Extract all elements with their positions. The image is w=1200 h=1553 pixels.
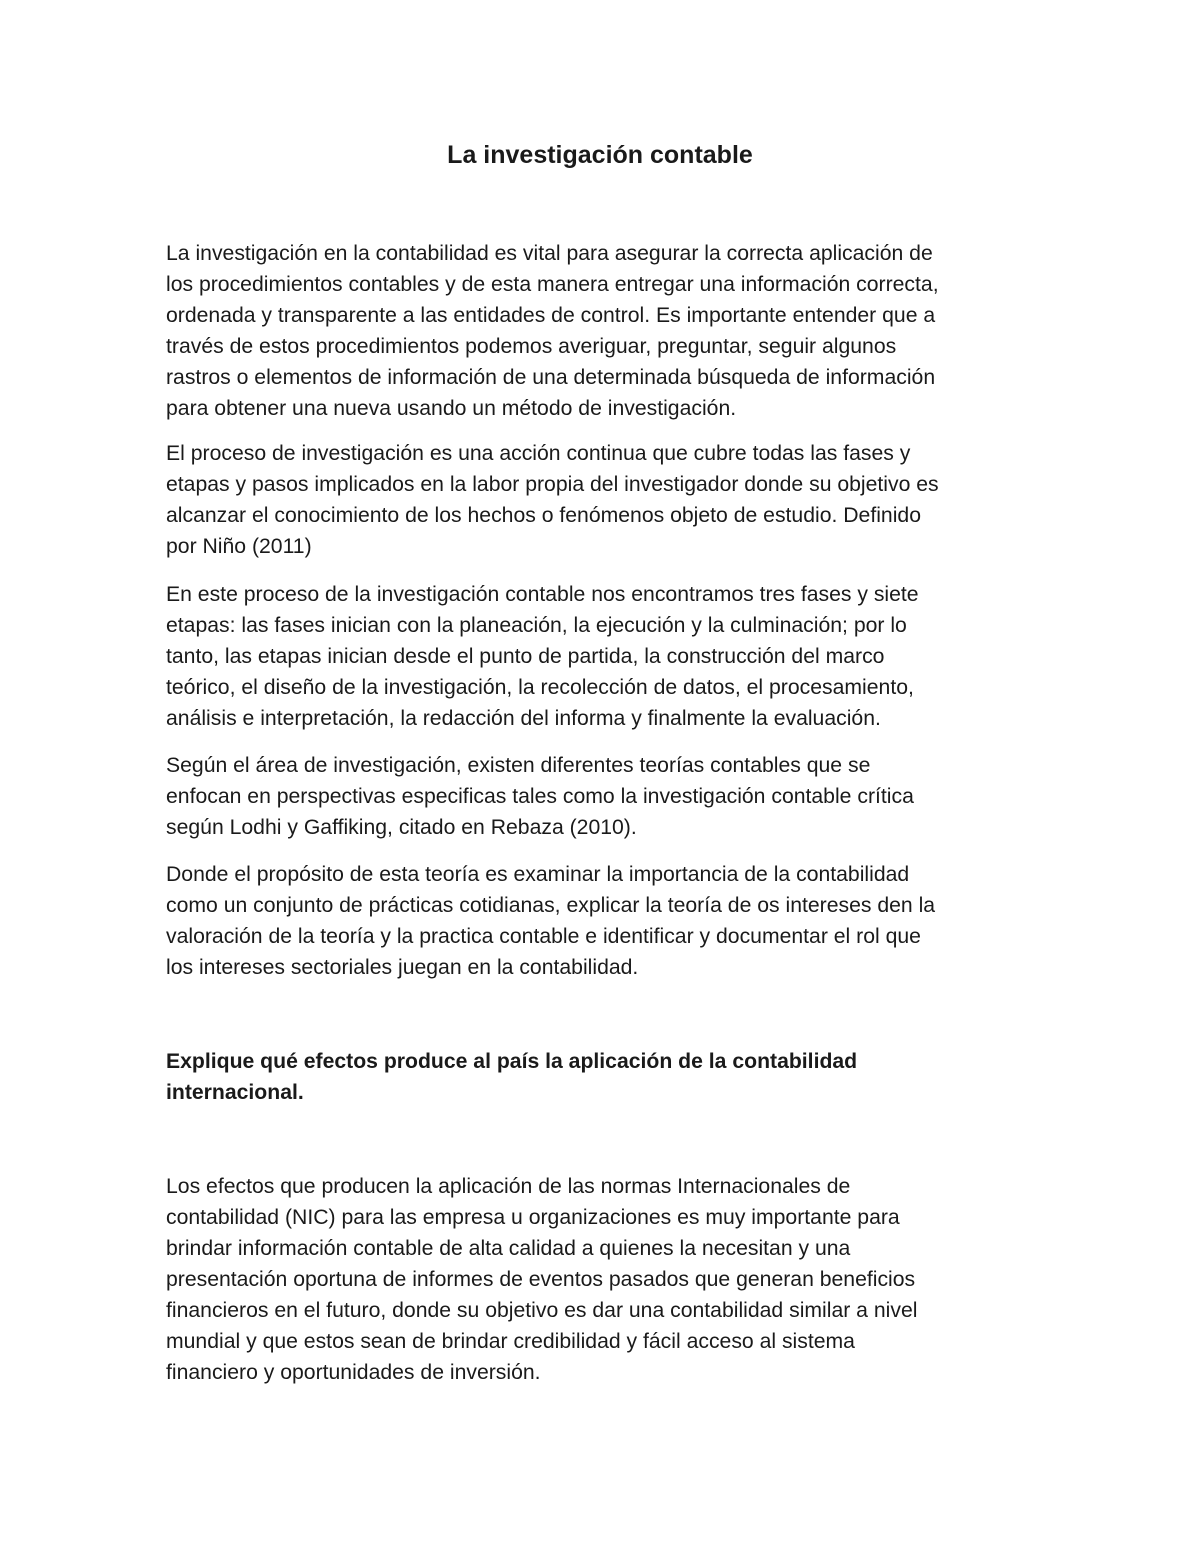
text-line: tanto, las etapas inician desde el punto de partida, la construcción del marco: [166, 645, 885, 668]
paragraph-1: [166, 238, 1046, 424]
text-line: contabilidad (NIC) para las empresa u organizaciones es muy importante para: [166, 1206, 900, 1229]
answer-paragraph: [166, 1171, 1046, 1388]
text-line: Donde el propósito de esta teoría es examinar la importancia de la contabilidad: [166, 863, 910, 886]
text-line: teórico, el diseño de la investigación, la recolección de datos, el procesamiento,: [166, 676, 914, 699]
text-line: En este proceso de la investigación contable nos encontramos tres fases y siete: [166, 583, 919, 606]
text-line: etapas y pasos implicados en la labor propia del investigador donde su objetivo es: [166, 473, 939, 496]
text-line: rastros o elementos de información de una determinada búsqueda de información: [166, 366, 936, 389]
paragraph-2: [166, 438, 1046, 562]
text-line: valoración de la teoría y la practica contable e identificar y documentar el rol que: [166, 925, 921, 948]
text-line: como un conjunto de prácticas cotidianas, explicar la teoría de os intereses den la: [166, 894, 936, 917]
text-line: los procedimientos contables y de esta manera entregar una información correcta,: [166, 273, 939, 296]
text-line: enfocan en perspectivas especificas tales como la investigación contable crítica: [166, 785, 914, 808]
question-heading: [166, 1046, 1046, 1108]
text-line: mundial y que estos sean de brindar credibilidad y fácil acceso al sistema: [166, 1330, 855, 1353]
heading-line: Explique qué efectos produce al país la aplicación de la contabilidad: [166, 1050, 858, 1073]
text-line: para obtener una nueva usando un método de investigación.: [166, 397, 737, 420]
heading-line: internacional.: [166, 1081, 304, 1104]
text-line: por Niño (2011): [166, 535, 312, 558]
text-line: través de estos procedimientos podemos averiguar, preguntar, seguir algunos: [166, 335, 897, 358]
text-line: análisis e interpretación, la redacción del informa y finalmente la evaluación.: [166, 707, 881, 730]
text-line: Los efectos que producen la aplicación de las normas Internacionales de: [166, 1175, 851, 1198]
paragraph-3: [166, 579, 1046, 734]
text-line: El proceso de investigación es una acción continua que cubre todas las fases y: [166, 442, 911, 465]
text-line: los intereses sectoriales juegan en la contabilidad.: [166, 956, 639, 979]
text-line: según Lodhi y Gaffiking, citado en Rebaza (2010).: [166, 816, 637, 839]
document-title: La investigación contable: [447, 141, 753, 169]
text-line: La investigación en la contabilidad es vital para asegurar la correcta aplicación de: [166, 242, 933, 265]
text-line: alcanzar el conocimiento de los hechos o fenómenos objeto de estudio. Definido: [166, 504, 921, 527]
paragraph-5: [166, 859, 1046, 983]
text-line: financieros en el futuro, donde su objetivo es dar una contabilidad similar a nivel: [166, 1299, 918, 1322]
text-line: financiero y oportunidades de inversión.: [166, 1361, 541, 1384]
paragraph-4: [166, 750, 1046, 843]
text-line: brindar información contable de alta calidad a quienes la necesitan y una: [166, 1237, 851, 1260]
text-line: Según el área de investigación, existen diferentes teorías contables que se: [166, 754, 871, 777]
text-line: etapas: las fases inician con la planeación, la ejecución y la culminación; por lo: [166, 614, 907, 637]
text-line: presentación oportuna de informes de eventos pasados que generan beneficios: [166, 1268, 916, 1291]
text-line: ordenada y transparente a las entidades de control. Es importante entender que a: [166, 304, 936, 327]
